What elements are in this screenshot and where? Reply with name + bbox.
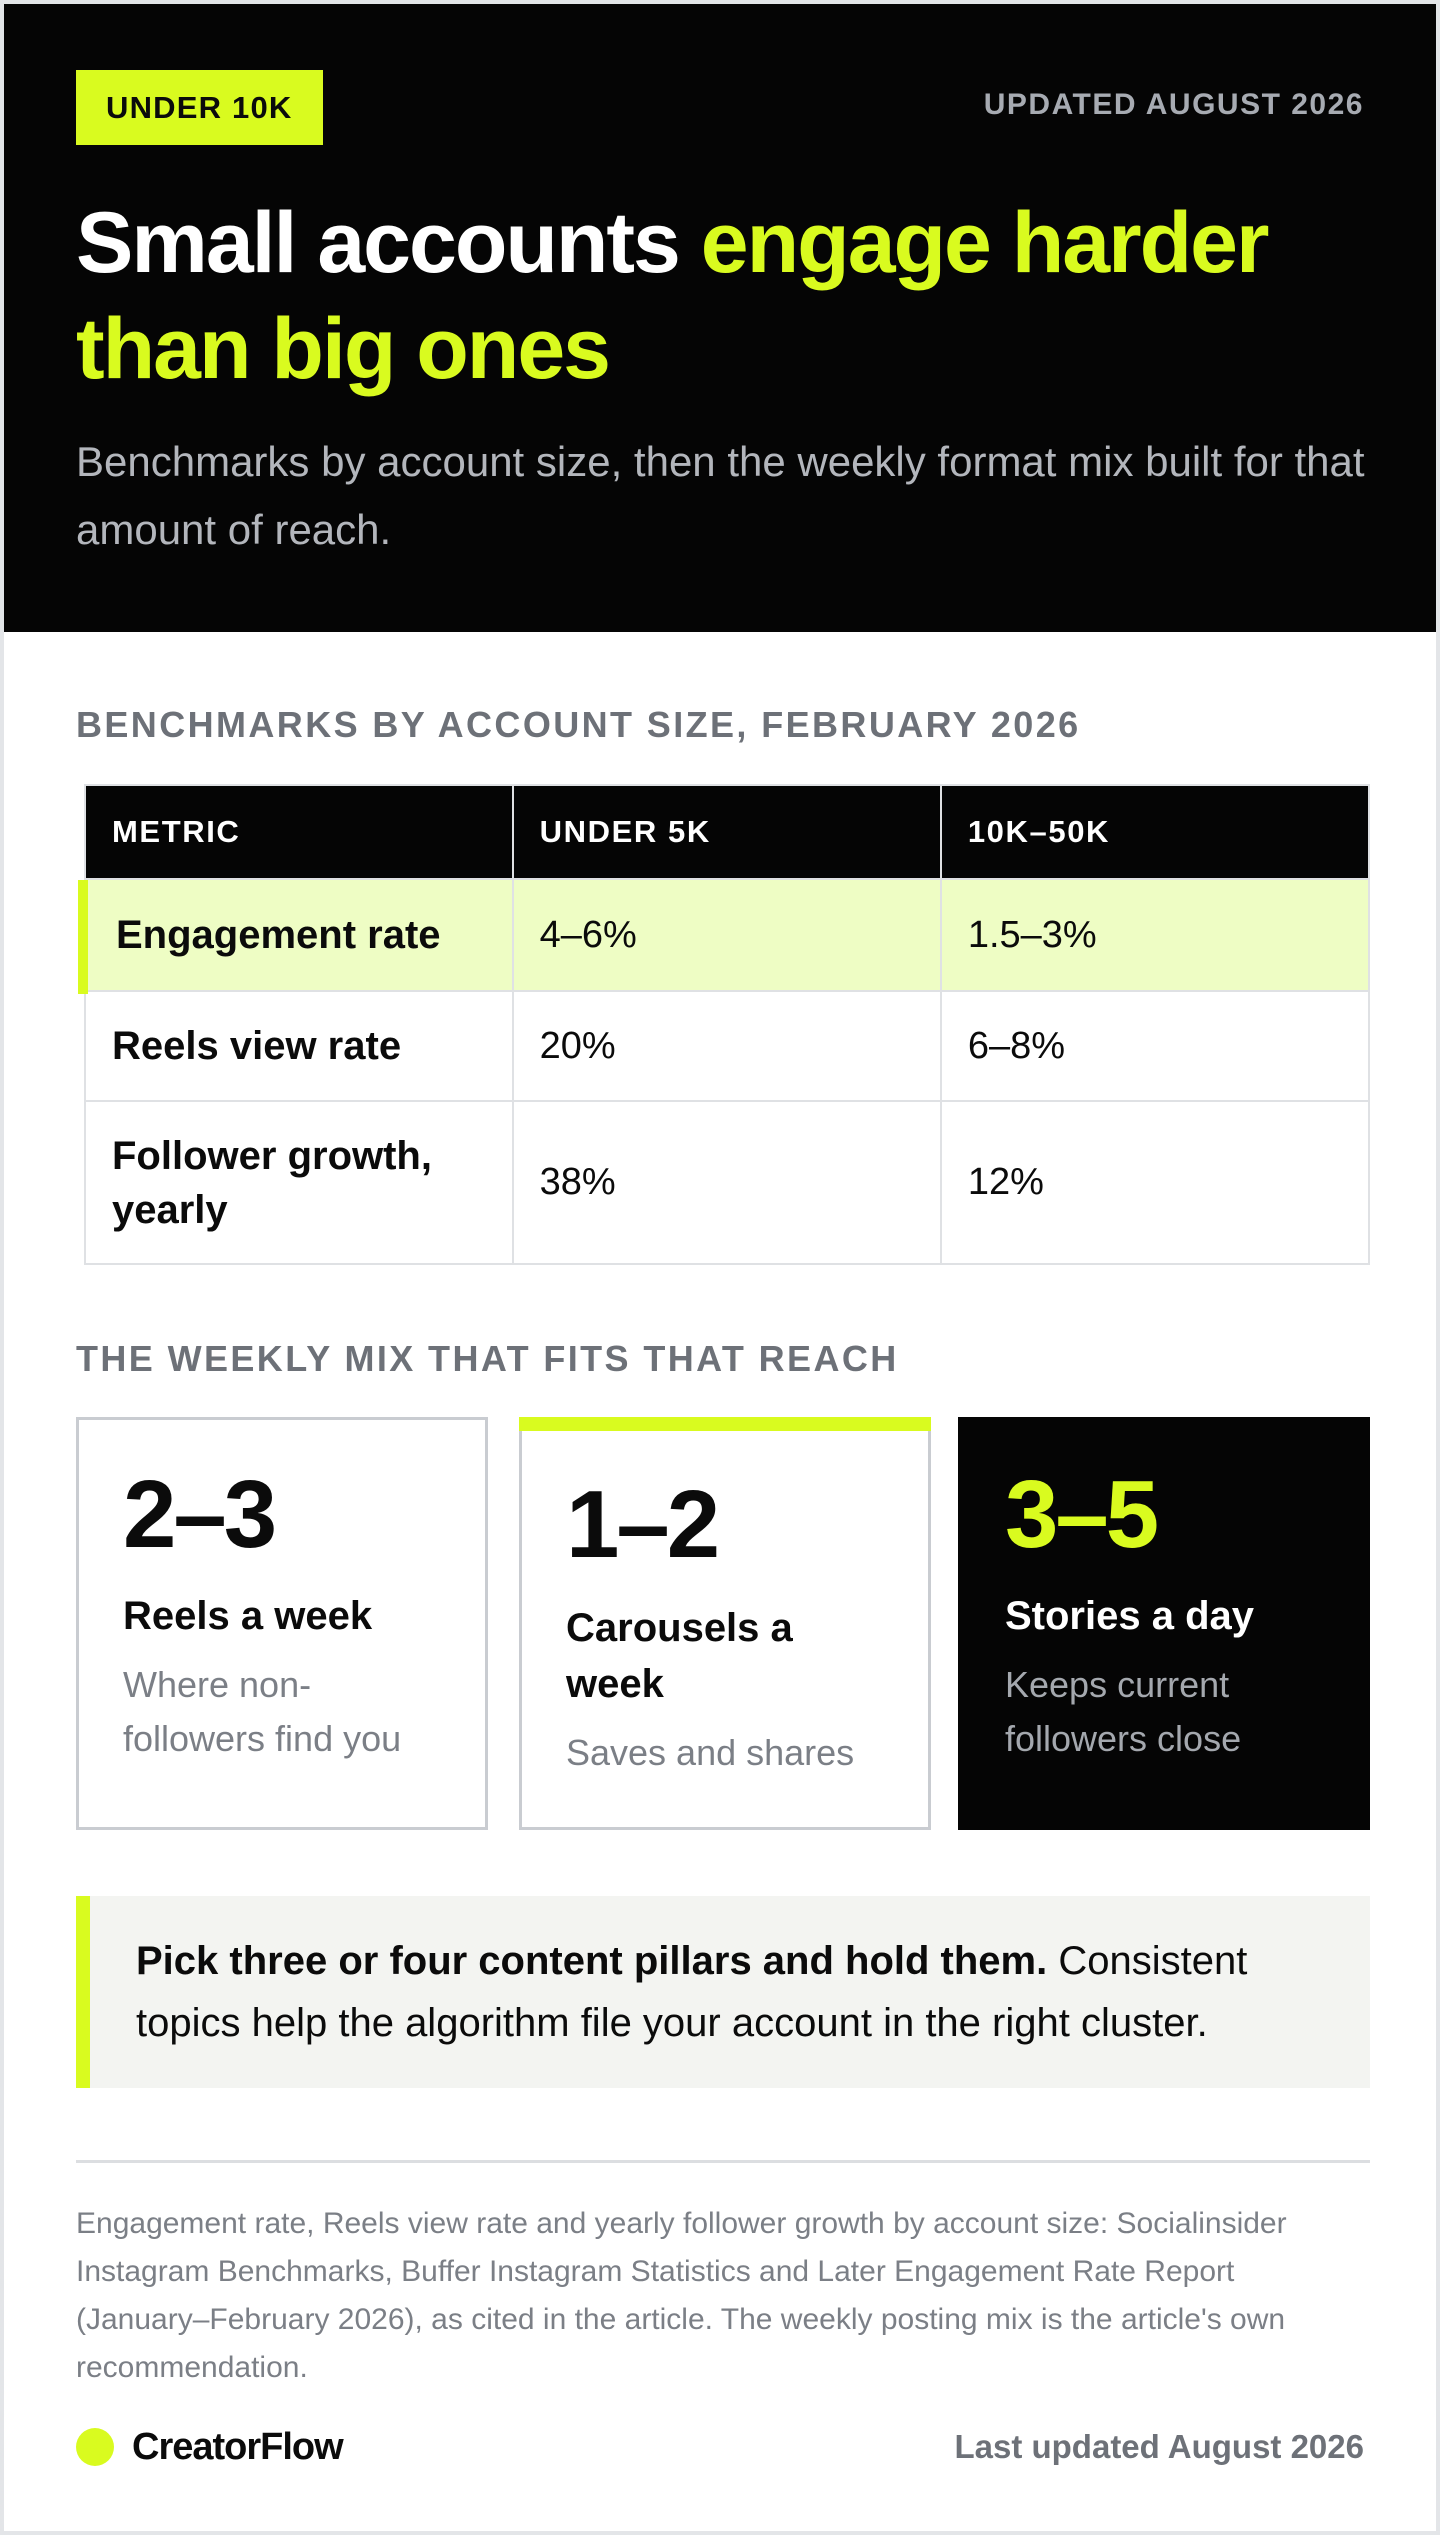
card-description: Where non-followers find you [123, 1664, 402, 1759]
value-cell-10k-50k: 6–8% [941, 991, 1369, 1101]
updated-date-top: UPDATED AUGUST 2026 [983, 88, 1364, 121]
callout-accent-bar [76, 1896, 90, 2088]
benchmarks-section-title: BENCHMARKS BY ACCOUNT SIZE, FEBRUARY 2026 [76, 704, 1081, 745]
title-accent: engage harder than big ones [76, 195, 1268, 397]
source-note: Engagement rate, Reels view rate and yearly follower growth by account size: Socialinsider Instagram Benchmarks, Buffer Instagram Statistics and Later Engagement Rate Report (January–February 2026), as cited in the article. The weekly posting mix is the article's own recommendation. [76, 2207, 1287, 2384]
mix-card-reels [76, 1417, 488, 1830]
card-number: 1–2 [566, 1471, 718, 1578]
table-row [85, 879, 1369, 991]
value-cell-under-5k: 4–6% [513, 879, 941, 991]
divider [76, 2160, 1370, 2163]
card-accent-bar [519, 1417, 931, 1431]
callout-body: Consistent topics help the algorithm file your account in the right cluster. [136, 1939, 1248, 2045]
card-label: Stories a day [1005, 1594, 1255, 1638]
metric-cell: Follower growth, yearly [85, 1101, 513, 1264]
updated-date-bottom: Last updated August 2026 [954, 2428, 1364, 2465]
mix-card-carousels [519, 1417, 931, 1830]
card-description: Saves and shares [566, 1732, 855, 1773]
table-row [85, 1101, 1369, 1264]
value-cell-10k-50k: 12% [941, 1101, 1369, 1264]
page-title [76, 190, 1366, 402]
brand-name: CreatorFlow [132, 2425, 343, 2468]
card-label: Carousels a week [566, 1606, 793, 1706]
table-header-row [85, 785, 1369, 879]
card-number: 3–5 [1005, 1461, 1157, 1568]
value-cell-under-5k: 38% [513, 1101, 941, 1264]
weekly-mix-section-title: THE WEEKLY MIX THAT FITS THAT REACH [76, 1338, 899, 1379]
value-cell-10k-50k: 1.5–3% [941, 879, 1369, 991]
benchmarks-table [84, 784, 1370, 1265]
metric-cell: Engagement rate [85, 879, 513, 991]
card-number: 2–3 [123, 1461, 275, 1568]
title-plain: Small accounts [76, 195, 701, 291]
column-header-under-5k: UNDER 5K [513, 785, 941, 879]
hero-header [4, 4, 1436, 632]
card-label: Reels a week [123, 1594, 373, 1638]
card-description: Keeps current followers close [1005, 1664, 1242, 1759]
callout-text [136, 1930, 1336, 2054]
brand-logo [76, 2425, 343, 2469]
metric-cell: Reels view rate [85, 991, 513, 1101]
column-header-10k-50k: 10K–50K [941, 785, 1369, 879]
value-cell-under-5k: 20% [513, 991, 941, 1101]
brand-dot-icon [76, 2428, 114, 2466]
highlight-row-marker [78, 880, 88, 994]
column-header-metric: METRIC [85, 785, 513, 879]
page-subtitle: Benchmarks by account size, then the weekly format mix built for that amount of reach. [76, 438, 1365, 553]
mix-card-stories [958, 1417, 1370, 1830]
callout-bold: Pick three or four content pillars and hold them. [136, 1939, 1048, 1983]
tip-callout [76, 1896, 1370, 2088]
table-row [85, 991, 1369, 1101]
audience-tag: UNDER 10K [76, 70, 323, 145]
